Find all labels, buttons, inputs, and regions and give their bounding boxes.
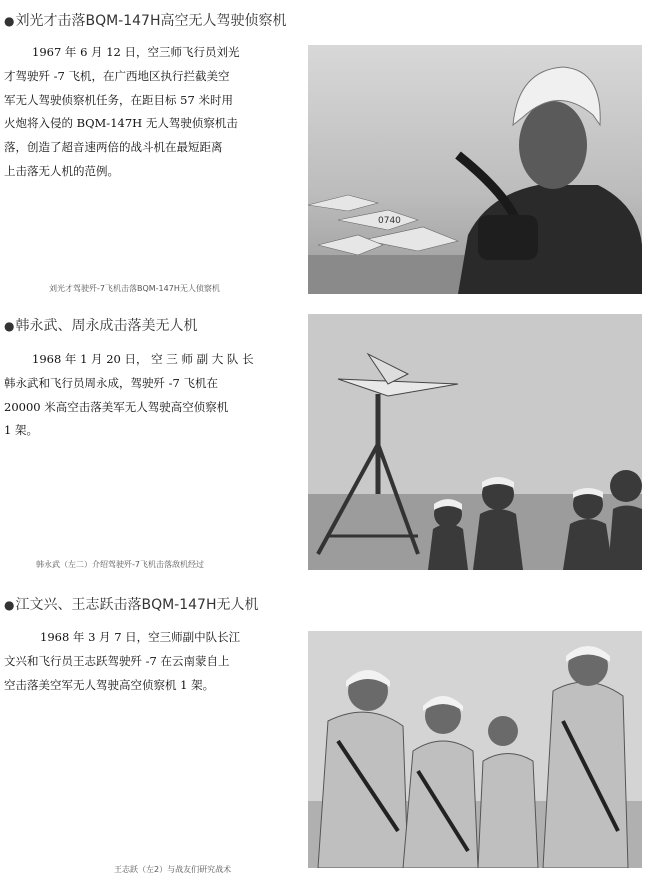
section-liu-guangcai	[0, 0, 646, 300]
photo-caption: 刘光才驾驶歼-7飞机击落BQM-147H无人侦察机	[49, 284, 220, 293]
paragraph-line: 20000 米高空击落美军无人驾驶高空侦察机	[4, 399, 229, 414]
section-title	[4, 315, 197, 335]
pilots-discussion-photo	[308, 631, 642, 868]
paragraph-line: 1968 年 3 月 7 日，空三师副中队长江	[40, 630, 241, 644]
bullet-icon: ●	[4, 14, 15, 28]
photo-caption: 韩永武（左二）介绍驾驶歼-7飞机击落敌机经过	[36, 560, 204, 569]
section-paragraph	[4, 41, 294, 184]
section-han-yongwu	[0, 300, 646, 580]
bullet-icon: ●	[4, 319, 15, 333]
svg-text:0740: 0740	[378, 216, 401, 226]
section-title-text: 韩永武、周永成击落美无人机	[15, 318, 198, 334]
section-jiang-wenxing	[0, 580, 646, 879]
paragraph-line: 上击落无人机的范例。	[4, 163, 119, 178]
bullet-icon: ●	[4, 598, 15, 612]
paragraph-line: 空击落美空军无人驾驶高空侦察机 1 架。	[4, 677, 215, 692]
paragraph-line: 1968 年 1 月 20 日， 空 三 师 副 大 队 长	[32, 352, 254, 366]
photo-caption: 王志跃（左2）与战友们研究战术	[114, 865, 232, 874]
section-title-text: 刘光才击落BQM-147H高空无人驾驶侦察机	[15, 13, 287, 29]
paragraph-line: 火炮将入侵的 BQM-147H 无人驾驶侦察机击	[4, 116, 238, 131]
paragraph-line: 1967 年 6 月 12 日，空三师飞行员刘光	[32, 45, 240, 59]
paragraph-line: 韩永武和飞行员周永成，驾驶歼 -7 飞机在	[4, 375, 219, 390]
paragraph-line: 1 架。	[4, 423, 38, 438]
paragraph-line: 文兴和飞行员王志跃驾驶歼 -7 在云南蒙自上	[4, 653, 230, 668]
section-paragraph	[4, 348, 294, 443]
section-title-text: 江文兴、王志跃击落BQM-147H无人机	[15, 597, 259, 613]
pilots-with-model-photo	[308, 314, 642, 570]
section-title	[4, 594, 259, 614]
paragraph-line: 落，创造了超音速两倍的战斗机在最短距离	[4, 140, 223, 155]
section-paragraph	[4, 626, 294, 697]
pilot-portrait-photo	[308, 45, 642, 294]
section-title	[4, 10, 287, 30]
paragraph-line: 才驾驶歼 -7 飞机，在广西地区执行拦截美空	[4, 68, 230, 83]
paragraph-line: 军无人驾驶侦察机任务，在距目标 57 米时用	[4, 92, 233, 107]
